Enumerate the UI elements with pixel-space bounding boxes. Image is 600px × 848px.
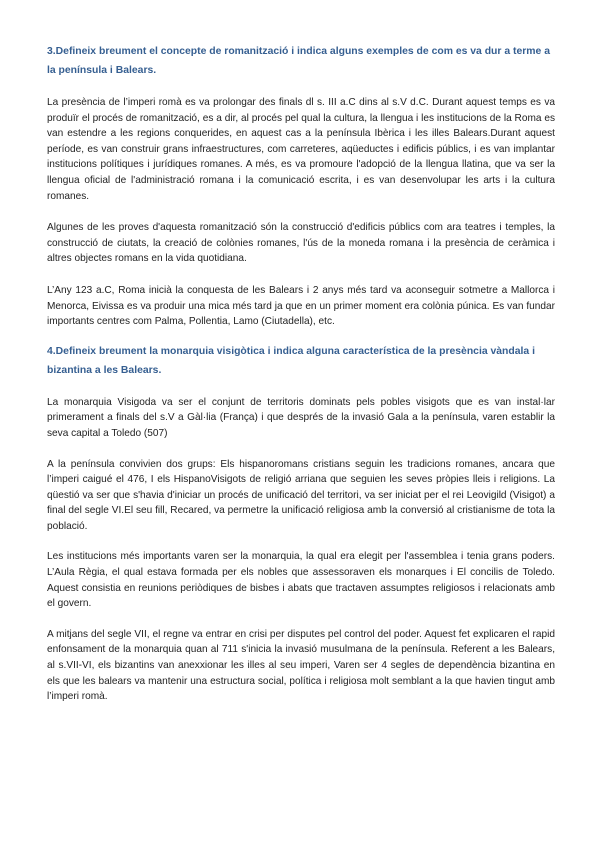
section-3-paragraph-1: La presència de l’imperi romà es va prolongar des finals dl s. III a.C dins al s.V d.C. Durant aquest temps es va produïr el procés de romanització, es a dir, al procés pel qual la cultura, la llengua i les institucions de la Roma es van estendre a les regions conquerides, en aquest cas a la península Ibèrica i les illes Balears.Durant aquest període, es van construir grans infraestructures, com carreteres, aqüeductes i edificis públics, i es van implantar institucions polítiques i jurídiques romanes. A més, es va promoure l'adopció de la llengua llatina, que va ser la llengua oficial de l'administració romana i la comunicació escrita, i es van desenvolupar les arts i la cultura romanes.: [47, 97, 555, 202]
section-4-heading: 4.Defineix breument la monarquia visigòtica i indica alguna característica de la presència vàndala i bizantina a les Balears.: [47, 345, 535, 376]
section-3-paragraph-2: Algunes de les proves d'aquesta romanització són la construcció d'edificis públics com ara teatres i temples, la construcció de ciutats, la creació de colònies romanes, l'ús de la moneda romana i la presència de ceràmica i altres objectes romans en la vida quotidiana.: [47, 222, 555, 265]
section-4-paragraph-1: La monarquia Visigoda va ser el conjunt de territoris dominats pels pobles visigots que es van instal·lar primerament a finals del s.V a Gàl·lia (França) i que després de la invasió Gala a la península, varen establir la seva capital a Toledo (507): [47, 396, 555, 439]
section-3-paragraph-3: L’Any 123 a.C, Roma inicià la conquesta de les Balears i 2 anys més tard va aconseguir sotmetre a Mallorca i Menorca, Eivissa es va produir una mica més tard ja que en un primer moment era colònia púnica. Es van fundar importants centres com Palma, Pollentia, Lamo (Ciutadella), etc.: [47, 284, 555, 328]
section-3-heading: 3.Defineix breument el concepte de romanització i indica alguns exemples de com es va dur a terme a la península i Balears.: [47, 46, 550, 76]
section-4-paragraph-2: A la península convivien dos grups: Els hispanoromans cristians seguin les tradicions romanes, ancara que l’imperi caigué el 476, I els HispanoVisigots de religió arriana que seguien les seves pròpies lleis i religions. La qüestió va ser que s'havia d'iniciar un procés de unificació del territori, va ser iniciat per el rei Leovigild (Visigot) a final del segle VI.El seu fill, Recared, va permetre la unificació religiosa amb la conversió al cristianisme de tota la població.: [47, 458, 555, 532]
section-4-paragraph-3: Les institucions més importants varen ser la monarquia, la qual era elegit per l'assemblea i tenia grans poders. L’Aula Règia, el qual estava formada per els nobles que assessoraven els monarques i El concilis de Toledo. Aquest consistia en reunions periòdiques de bisbes i abats que tractaven assumptes religiosos i relacionats amb el govern.: [47, 551, 555, 610]
section-4-paragraph-4: A mitjans del segle VII, el regne va entrar en crisi per disputes pel control del poder. Aquest fet explicaren el rapid enfonsament de la monarquia quan al 711 s'inicia la invasió musulmana de la península. Referent a les Balears, al s.VII-VI, els bizantins van anexxionar les illes al seu imperi, Varen ser 4 segles de dependència bizantina en els que les balears va mantenir una estructura social, política i religiosa molt semblant a la que havien tingut amb l’imperi romà.: [47, 628, 555, 703]
document-body: [47, 42, 555, 705]
